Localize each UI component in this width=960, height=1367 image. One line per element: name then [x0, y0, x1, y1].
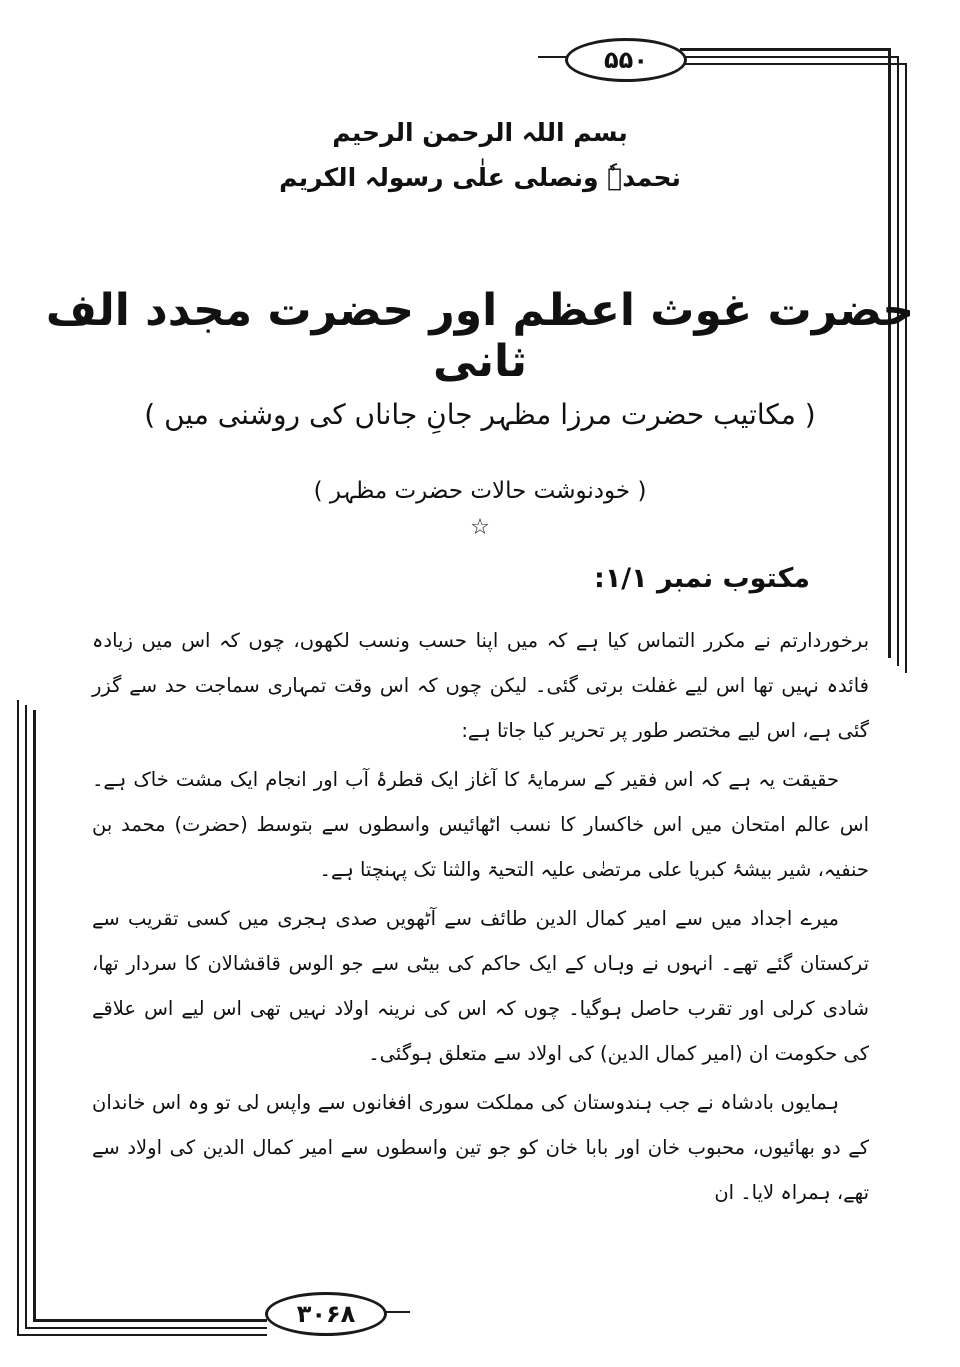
- frame-top-line-3: [680, 63, 906, 65]
- paragraph-2: حقیقت یہ ہے کہ اس فقیر کے سرمایۂ کا آغاز ایک قطرۂ آب اور انجام ایک مشت خاک ہے۔ اس عالم امتحان میں اس خاکسار کا نسب اٹھائیس واسطوں سے بتوسط (حضرت) محمد بن حنفیہ، شیر بیشۂ کبریا علی مرتضٰی علیہ التحیۃ والثنا تک پہنچتا ہے۔: [92, 768, 869, 881]
- star-ornament: ☆: [470, 515, 490, 540]
- frame-top-line-1: [680, 48, 890, 51]
- frame-left-line-2: [25, 705, 27, 1328]
- letter-heading: مکتوب نمبر ۱/۱:: [594, 563, 810, 594]
- frame-left-line-3: [33, 710, 36, 1321]
- page-number-top: ۵۵۰: [565, 38, 687, 82]
- frame-bottom-line-2: [25, 1327, 267, 1329]
- hamd-line: نحمدہٗ ونصلی علٰی رسولہ الکریم: [279, 163, 681, 192]
- paragraph-4: ہمایوں بادشاہ نے جب ہندوستان کی مملکت سوری افغانوں سے واپس لی تو وہ اس خاندان کے دو بھائیوں، محبوب خان اور بابا خان کو جو تین واسطوں سے امیر کمال الدین کی اولاد سے تھے، ہمراہ لایا۔ ان: [92, 1091, 869, 1204]
- paragraph-3: میرے اجداد میں سے امیر کمال الدین طائف سے آٹھویں صدی ہجری میں کسی تقریب سے ترکستان گئے تھے۔ انہوں نے وہاں کے ایک حاکم کی بیٹی سے جو الوس قاقشالان کا سردار تھا، شادی کرلی اور تقرب حاصل ہوگیا۔ چوں کہ اس کی نرینہ اولاد نہیں تھی اس لیے اس علاقے کی حکومت ان (امیر کمال الدین) کی اولاد سے متعلق ہوگئی۔: [92, 907, 869, 1065]
- paragraph-1: برخوردارتم نے مکرر التماس کیا ہے کہ میں اپنا حسب ونسب لکھوں، چوں کہ اس میں زیادہ فائدہ نہیں تھا اس لیے غفلت برتی گئی۔ لیکن چوں کہ اس وقت تمہاری سماجت حد سے گزر گئی ہے، اس لیے مختصر طور پر تحریر کیا جاتا ہے:: [92, 629, 869, 742]
- page-subtitle-secondary: ( خودنوشت حالات حضرت مظہر ): [313, 478, 647, 504]
- frame-left-line-1: [17, 700, 19, 1335]
- frame-top-left-stub: [538, 56, 566, 58]
- letter-body: [92, 618, 869, 1219]
- frame-top-line-2: [680, 56, 898, 58]
- page-number-bottom: ۳۰۶۸: [265, 1292, 387, 1336]
- page-subtitle: ( مکاتیب حضرت مرزا مظہر جانِ جاناں کی روشنی میں ): [144, 398, 816, 431]
- page-title: حضرت غوث اعظم اور حضرت مجدد الف ثانی: [45, 285, 915, 387]
- bismillah-line: بسم اللہ الرحمن الرحیم: [332, 118, 628, 147]
- frame-bottom-line-3: [33, 1319, 267, 1322]
- frame-bottom-line-1: [17, 1334, 267, 1336]
